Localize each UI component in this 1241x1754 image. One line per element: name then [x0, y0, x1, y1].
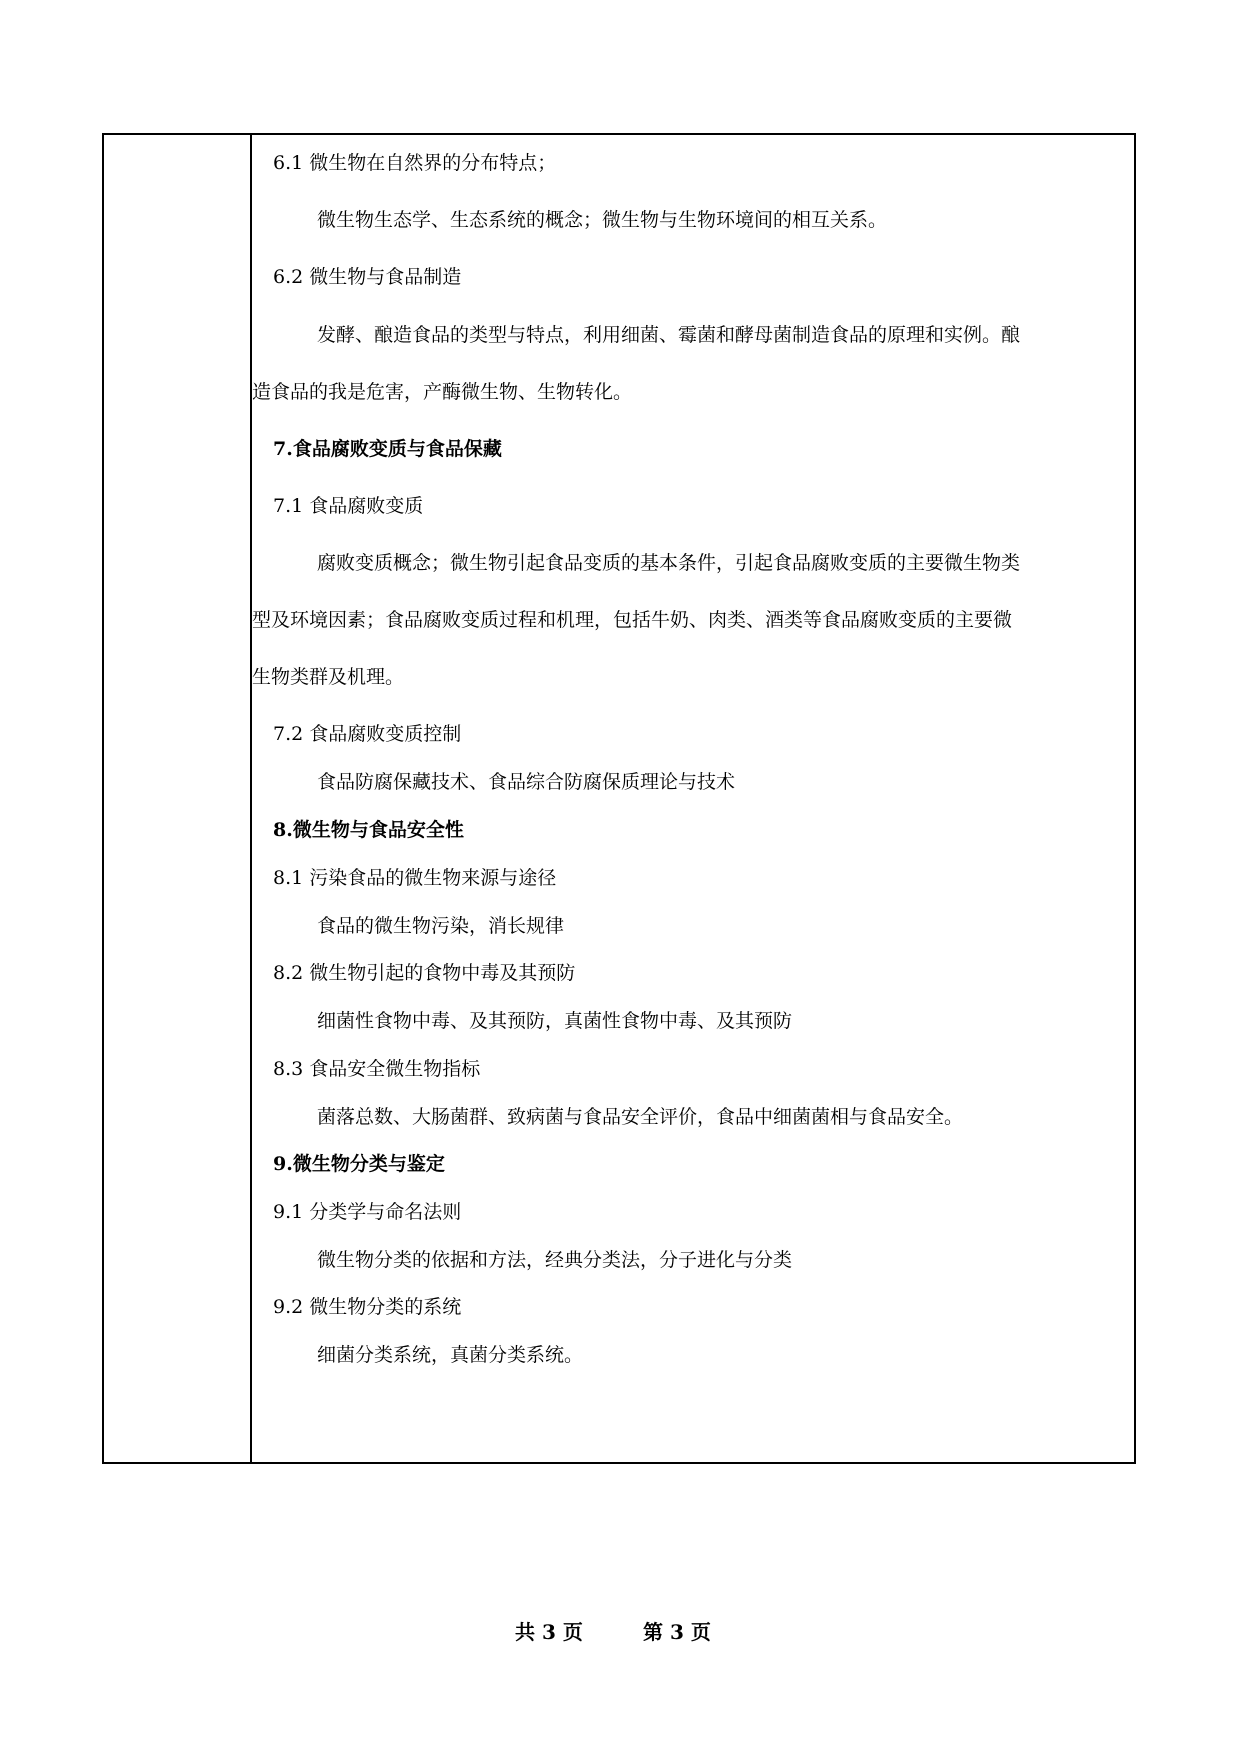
subsection-title: 7.1 食品腐败变质: [273, 495, 424, 517]
body-text: 食品的微生物污染，消长规律: [317, 915, 565, 937]
section-heading: 8.微生物与食品安全性: [273, 819, 464, 841]
body-text: 食品防腐保藏技术、食品综合防腐保质理论与技术: [317, 771, 736, 793]
subsection-title: 8.2 微生物引起的食物中毒及其预防: [273, 962, 576, 984]
subsection-title: 9.2 微生物分类的系统: [273, 1296, 462, 1318]
subsection-title: 6.2 微生物与食品制造: [273, 266, 462, 288]
body-text: 生物类群及机理。: [252, 666, 405, 688]
syllabus-table: [102, 133, 1136, 1464]
current-page: 第 3 页: [643, 1620, 711, 1644]
table-content-cell: [252, 135, 1134, 1462]
subsection-title: 8.3 食品安全微生物指标: [273, 1058, 481, 1080]
body-text: 微生物分类的依据和方法，经典分类法，分子进化与分类: [317, 1249, 793, 1271]
body-text: 腐败变质概念；微生物引起食品变质的基本条件，引起食品腐败变质的主要微生物类: [317, 552, 1021, 574]
body-text: 发酵、酿造食品的类型与特点，利用细菌、霉菌和酵母菌制造食品的原理和实例。酿: [317, 324, 1021, 346]
subsection-title: 7.2 食品腐败变质控制: [273, 723, 462, 745]
total-pages: 共 3 页: [515, 1620, 583, 1644]
body-text: 造食品的我是危害，产酶微生物、生物转化。: [252, 381, 633, 403]
body-text: 菌落总数、大肠菌群、致病菌与食品安全评价，食品中细菌菌相与食品安全。: [317, 1106, 964, 1128]
body-text: 微生物生态学、生态系统的概念；微生物与生物环境间的相互关系。: [317, 209, 888, 231]
section-heading: 7.食品腐败变质与食品保藏: [273, 438, 502, 460]
body-text: 细菌性食物中毒、及其预防，真菌性食物中毒、及其预防: [317, 1010, 793, 1032]
subsection-title: 6.1 微生物在自然界的分布特点；: [273, 152, 557, 174]
body-text: 型及环境因素；食品腐败变质过程和机理，包括牛奶、肉类、酒类等食品腐败变质的主要微: [252, 609, 1013, 631]
section-heading: 9.微生物分类与鉴定: [273, 1153, 445, 1175]
table-left-column: [104, 135, 252, 1462]
subsection-title: 9.1 分类学与命名法则: [273, 1201, 462, 1223]
subsection-title: 8.1 污染食品的微生物来源与途径: [273, 867, 557, 889]
body-text: 细菌分类系统，真菌分类系统。: [317, 1344, 584, 1366]
